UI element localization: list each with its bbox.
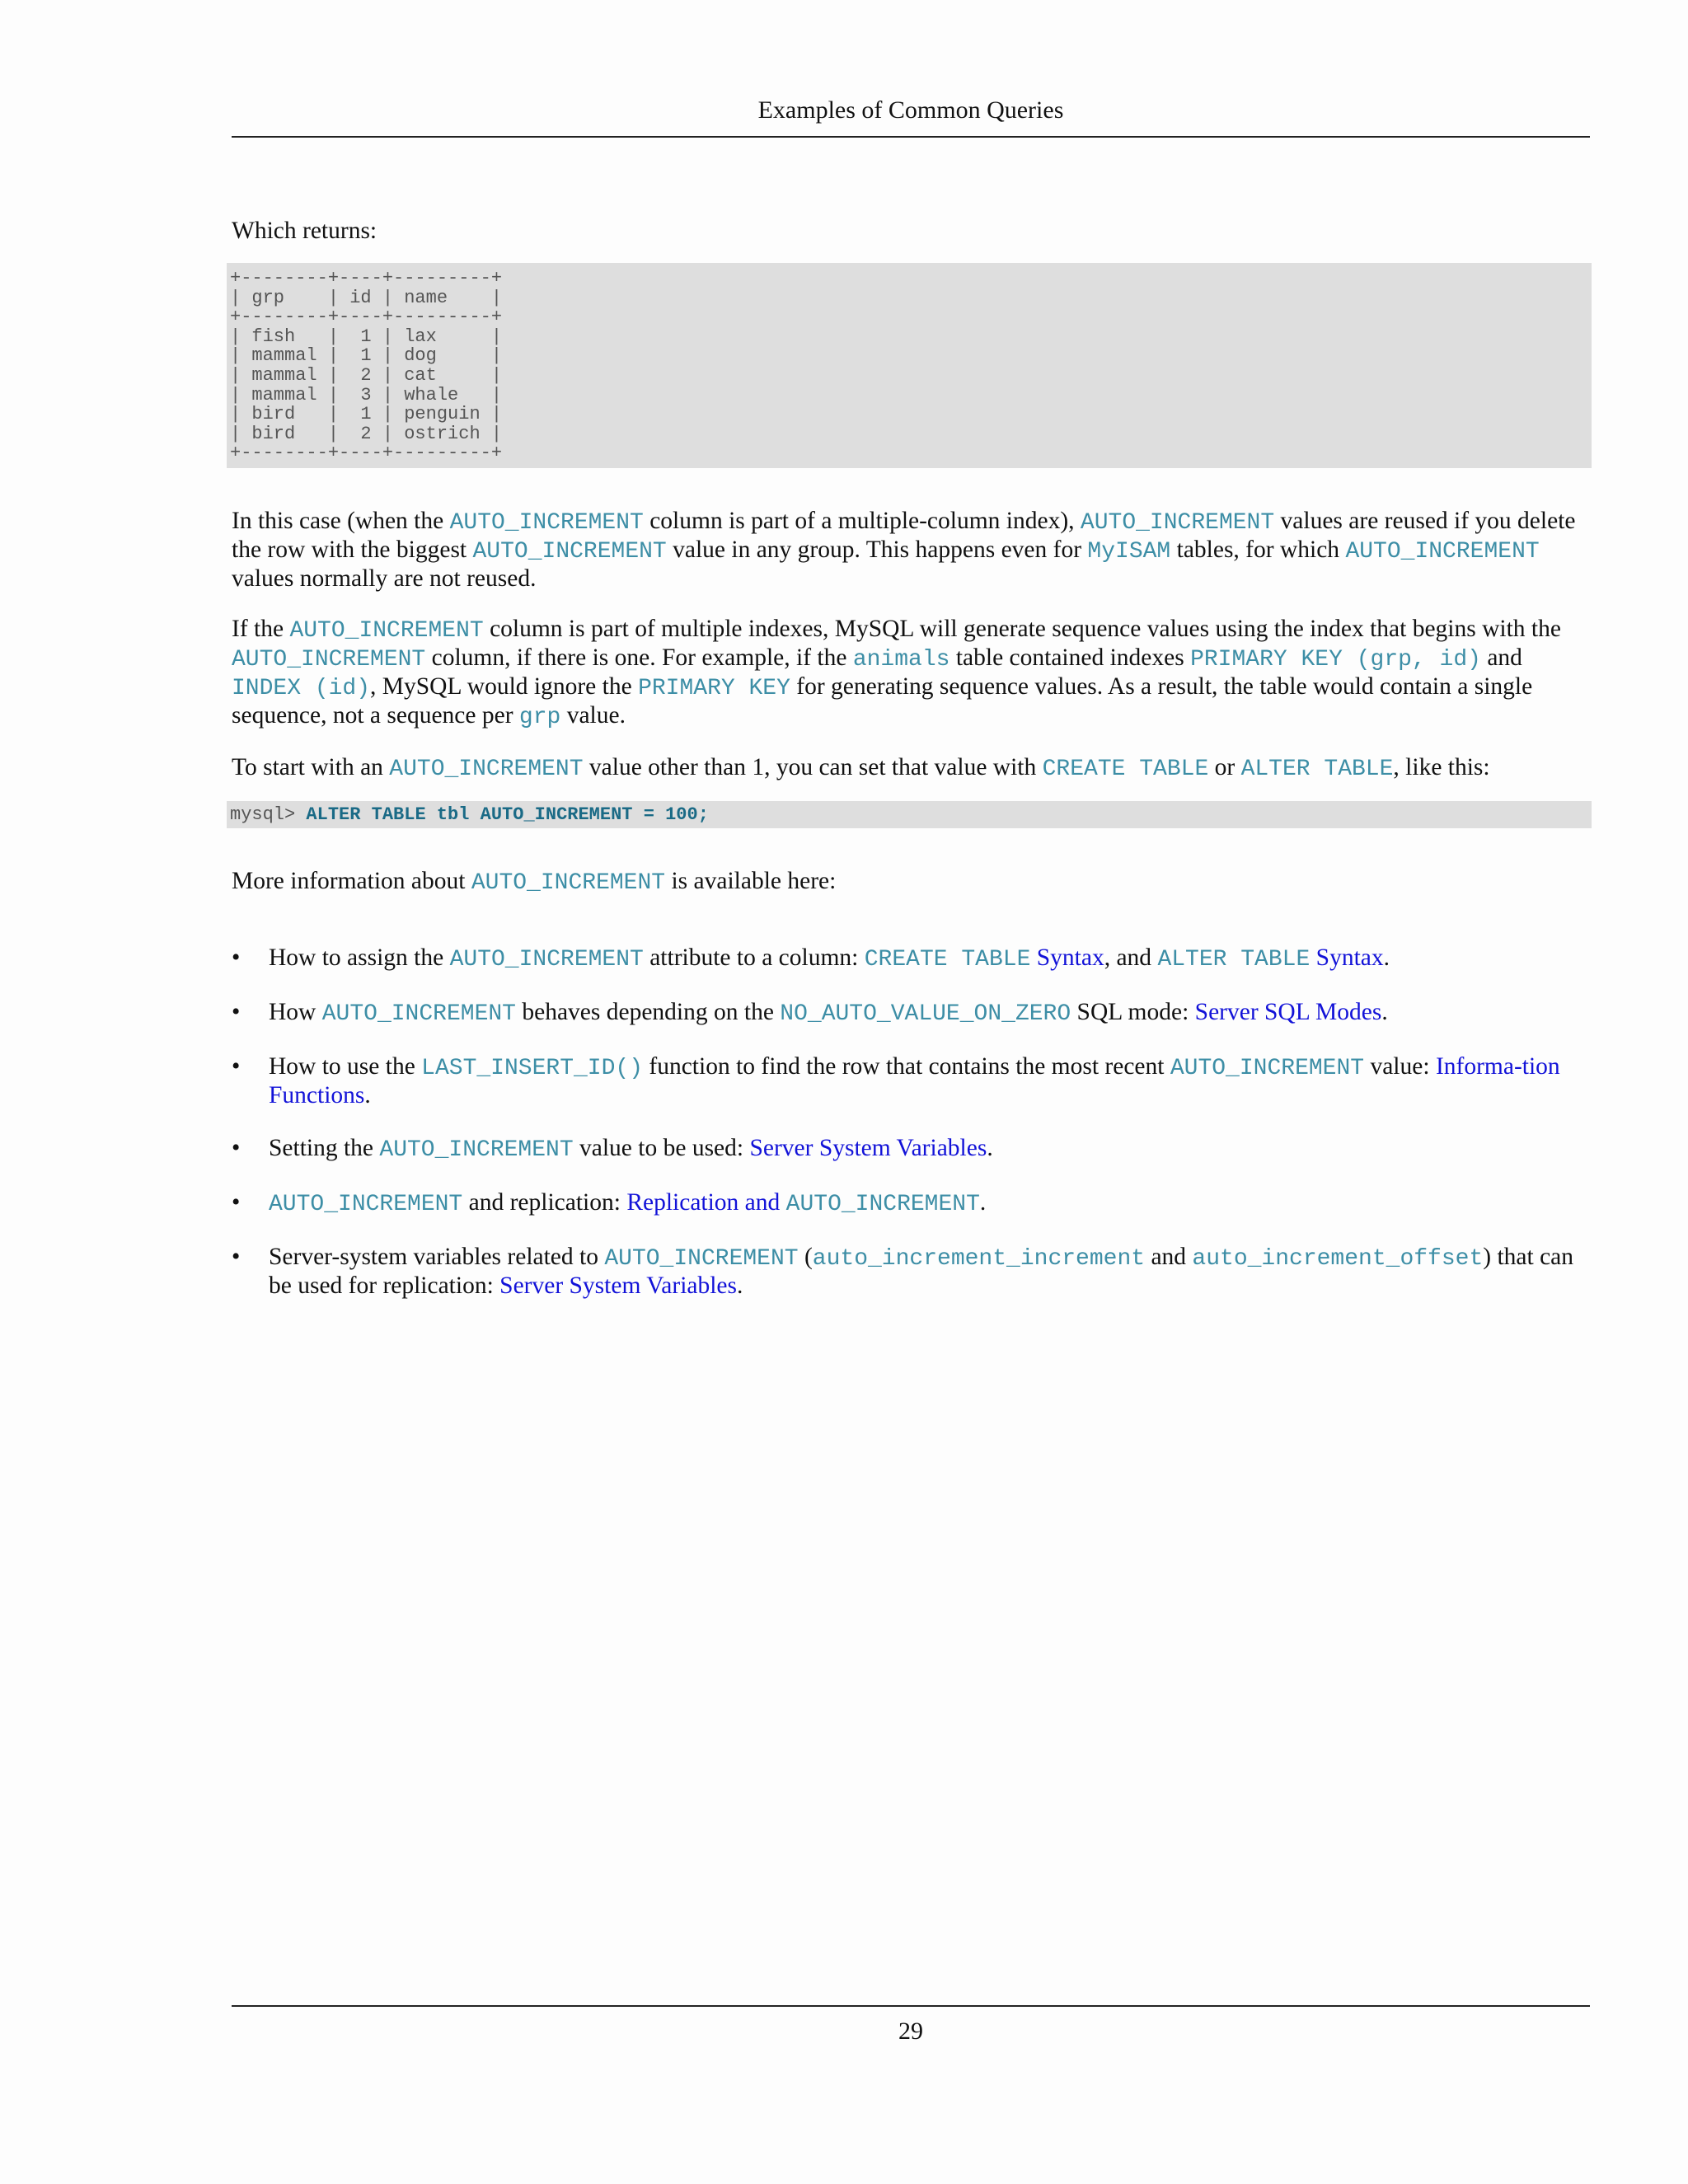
text-span: and	[1145, 1243, 1193, 1270]
page-content	[232, 218, 1592, 1325]
bullet-icon: •	[232, 998, 241, 1025]
server-system-variables-link[interactable]: Server System Variables	[499, 1272, 737, 1299]
text-span: value to be used:	[573, 1134, 750, 1161]
sql-statement-block	[227, 801, 1592, 828]
mysql-prompt: mysql>	[230, 804, 307, 825]
text-span: SQL mode:	[1071, 998, 1195, 1025]
code-span: AUTO_INCREMENT	[1170, 1055, 1365, 1081]
text-span: .	[737, 1272, 743, 1299]
alter-table-syntax-link[interactable]: Syntax	[1310, 944, 1384, 971]
page-header-title: Examples of Common Queries	[757, 96, 1064, 124]
text-span: Setting the	[269, 1134, 380, 1161]
text-span: How	[269, 998, 322, 1025]
code-span: AUTO_INCREMENT	[449, 946, 644, 972]
text-span: Server-system variables related to	[269, 1243, 605, 1270]
bullet-icon: •	[232, 1243, 241, 1270]
create-table-syntax-link[interactable]: Syntax	[1030, 944, 1104, 971]
code-span: AUTO_INCREMENT	[1345, 538, 1540, 565]
paragraph-reuse	[232, 508, 1592, 593]
code-span: MyISAM	[1087, 538, 1171, 565]
text-span: ) that can be used for replication:	[269, 1243, 1574, 1299]
replication-link-code[interactable]: AUTO_INCREMENT	[785, 1191, 980, 1217]
bullet-icon: •	[232, 1052, 241, 1080]
footer-rule	[232, 2005, 1590, 2007]
text-span: , and	[1104, 944, 1158, 971]
code-span: NO_AUTO_VALUE_ON_ZERO	[780, 1001, 1071, 1027]
code-span: AUTO_INCREMENT	[1080, 509, 1275, 536]
intro-text: Which returns:	[232, 218, 377, 244]
code-span: CREATE TABLE	[1042, 756, 1209, 782]
text-span: value other than 1, you can set that value with	[583, 753, 1043, 780]
text-span: or	[1208, 753, 1241, 780]
text-span: for generating sequence values. As a result, the table would contain a single sequence, not a sequence per	[232, 673, 1533, 729]
text-span: value.	[560, 701, 626, 729]
text-span: , MySQL would ignore the	[370, 673, 639, 700]
bullet-icon: •	[232, 1188, 241, 1216]
create-table-syntax-link-code[interactable]: CREATE TABLE	[864, 946, 1031, 972]
text-span: values are reused if you delete the row with the biggest	[232, 507, 1576, 563]
code-span: ALTER TABLE	[1240, 756, 1394, 782]
code-span: AUTO_INCREMENT	[389, 756, 584, 782]
paragraph-more-info	[232, 868, 1592, 897]
code-span: AUTO_INCREMENT	[604, 1245, 799, 1272]
paragraph-multiple-indexes	[232, 616, 1592, 731]
text-span: value in any group. This happens even for	[666, 536, 1088, 563]
header-rule	[232, 136, 1590, 138]
text-span: column is part of multiple indexes, MySQL will generate sequence values using the index that begins with the	[483, 615, 1561, 642]
text-span: attribute to a column:	[643, 944, 865, 971]
text-span: .	[1383, 944, 1390, 971]
bullet-icon: •	[232, 944, 241, 971]
list-item	[232, 1135, 1592, 1164]
code-span: AUTO_INCREMENT	[472, 538, 667, 565]
information-functions-link[interactable]: Informa-tion Functions	[269, 1052, 1560, 1108]
replication-link[interactable]: Replication and	[626, 1188, 786, 1216]
text-span: .	[979, 1188, 987, 1216]
alter-table-syntax-link-code[interactable]: ALTER TABLE	[1157, 946, 1311, 972]
code-span: AUTO_INCREMENT	[289, 617, 484, 644]
text-span: How to assign the	[269, 944, 450, 971]
list-item	[232, 1244, 1592, 1300]
text-span: table contained indexes	[950, 644, 1191, 671]
text-span: function to find the row that contains the most recent	[643, 1052, 1170, 1080]
code-span: LAST_INSERT_ID()	[421, 1055, 644, 1081]
paragraph-start-value	[232, 754, 1592, 783]
code-span: auto_increment_offset	[1192, 1245, 1484, 1272]
server-sql-modes-link[interactable]: Server SQL Modes	[1194, 998, 1382, 1025]
code-span: PRIMARY KEY (grp, id)	[1190, 646, 1481, 673]
text-span: value:	[1364, 1052, 1436, 1080]
text-span: .	[1381, 998, 1388, 1025]
more-info-list	[232, 944, 1592, 1300]
code-span: INDEX (id)	[232, 675, 371, 701]
list-item	[232, 944, 1592, 973]
code-span: PRIMARY KEY	[638, 675, 790, 701]
code-span: auto_increment_increment	[812, 1245, 1146, 1272]
text-span: .	[987, 1134, 993, 1161]
text-span: To start with an	[232, 753, 390, 780]
bullet-icon: •	[232, 1134, 241, 1161]
code-span: AUTO_INCREMENT	[379, 1137, 574, 1163]
text-span: is available here:	[665, 867, 837, 894]
list-item	[232, 1053, 1592, 1109]
text-span: column is part of a multiple-column index),	[643, 507, 1081, 534]
text-span: If the	[232, 615, 290, 642]
code-span: AUTO_INCREMENT	[269, 1191, 463, 1217]
text-span: and	[1480, 644, 1522, 671]
code-span: AUTO_INCREMENT	[232, 646, 426, 673]
text-span: column, if there is one. For example, if the	[425, 644, 853, 671]
code-span: animals	[852, 646, 950, 673]
code-span: AUTO_INCREMENT	[471, 869, 666, 896]
list-item	[232, 1189, 1592, 1218]
text-span: How to use the	[269, 1052, 422, 1080]
list-item	[232, 999, 1592, 1028]
text-span: In this case (when the	[232, 507, 450, 534]
code-span: grp	[518, 704, 561, 730]
text-span: values normally are not reused.	[232, 565, 537, 592]
sql-statement: ALTER TABLE tbl AUTO_INCREMENT = 100;	[306, 804, 709, 825]
query-result-table: +--------+----+---------+ | grp | id | name | +--------+----+---------+ | fish | 1 | lax | | mammal | 1 | dog | | mammal | 2 | cat | | mammal | 3 | whale | | bird | 1 | penguin | | bird | 2 | ostrich | +--------+----+---------+	[227, 263, 1592, 468]
text-span: More information about	[232, 867, 471, 894]
text-span: tables, for which	[1170, 536, 1346, 563]
text-span: and replication:	[462, 1188, 627, 1216]
code-span: AUTO_INCREMENT	[321, 1001, 516, 1027]
text-span: .	[364, 1081, 371, 1108]
text-span: behaves depending on the	[515, 998, 781, 1025]
page-number: 29	[898, 2018, 923, 2045]
code-span: AUTO_INCREMENT	[449, 509, 644, 536]
text-span: , like this:	[1393, 753, 1490, 780]
server-system-variables-link[interactable]: Server System Variables	[749, 1134, 987, 1161]
text-span: (	[798, 1243, 813, 1270]
